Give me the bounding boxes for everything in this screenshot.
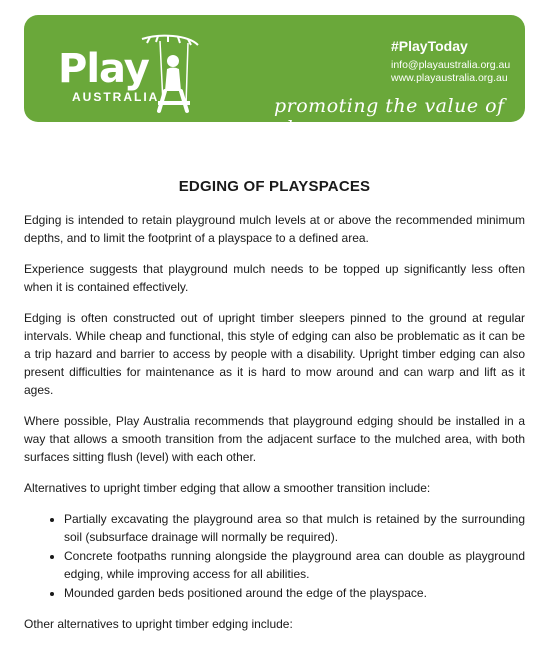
contact-block (391, 59, 510, 85)
hashtag: #PlayToday (391, 38, 468, 54)
paragraph: Edging is intended to retain playground mulch levels at or above the recommended minimum depths, and to limit the footprint of a playspace to a defined area. (24, 213, 525, 245)
bullet-list (24, 510, 525, 602)
website-link[interactable]: www.playaustralia.org.au (391, 72, 508, 84)
paragraph: Where possible, Play Australia recommends that playground edging should be installed in a way that allows a smooth transition from the adjacent surface to the mulched area, with both surfaces sitting flush (level) with each other. (24, 414, 525, 464)
paragraph: Experience suggests that playground mulch needs to be topped up significantly less often when it is contained effectively. (24, 262, 525, 294)
list-item: • Concrete footpaths running alongside the playground area can double as playground edging, while improving access for all abilities. (64, 547, 525, 583)
list-item: • Mounded garden beds positioned around the edge of the playspace. (64, 584, 525, 602)
list-item: • Partially excavating the playground area so that mulch is retained by the surrounding soil (subsurface drainage will normally be required). (64, 510, 525, 546)
email-link[interactable]: info@playaustralia.org.au (391, 59, 511, 71)
document-title: EDGING OF PLAYSPACES (178, 178, 371, 195)
logo-subtext: AUSTRALIA (72, 90, 160, 104)
paragraph: Alternatives to upright timber edging that allow a smoother transition include: (24, 481, 431, 495)
paragraph: Edging is often constructed out of upright timber sleepers pinned to the ground at regular intervals. While cheap and functional, this style of edging can also be problematic as it can be a trip hazard and barrier to access by people with a disability. Upright timber edging can also present difficulties for maintenance as it is hard to mow around and can warp and lift as it ages. (24, 311, 525, 397)
play-australia-logo[interactable] (50, 35, 200, 123)
logo-wordmark: Play (58, 46, 149, 92)
tagline: promoting the value of play (274, 95, 505, 139)
header-banner (24, 15, 525, 139)
document-body (24, 211, 525, 646)
paragraph: Other alternatives to upright timber edging include: (24, 617, 293, 631)
